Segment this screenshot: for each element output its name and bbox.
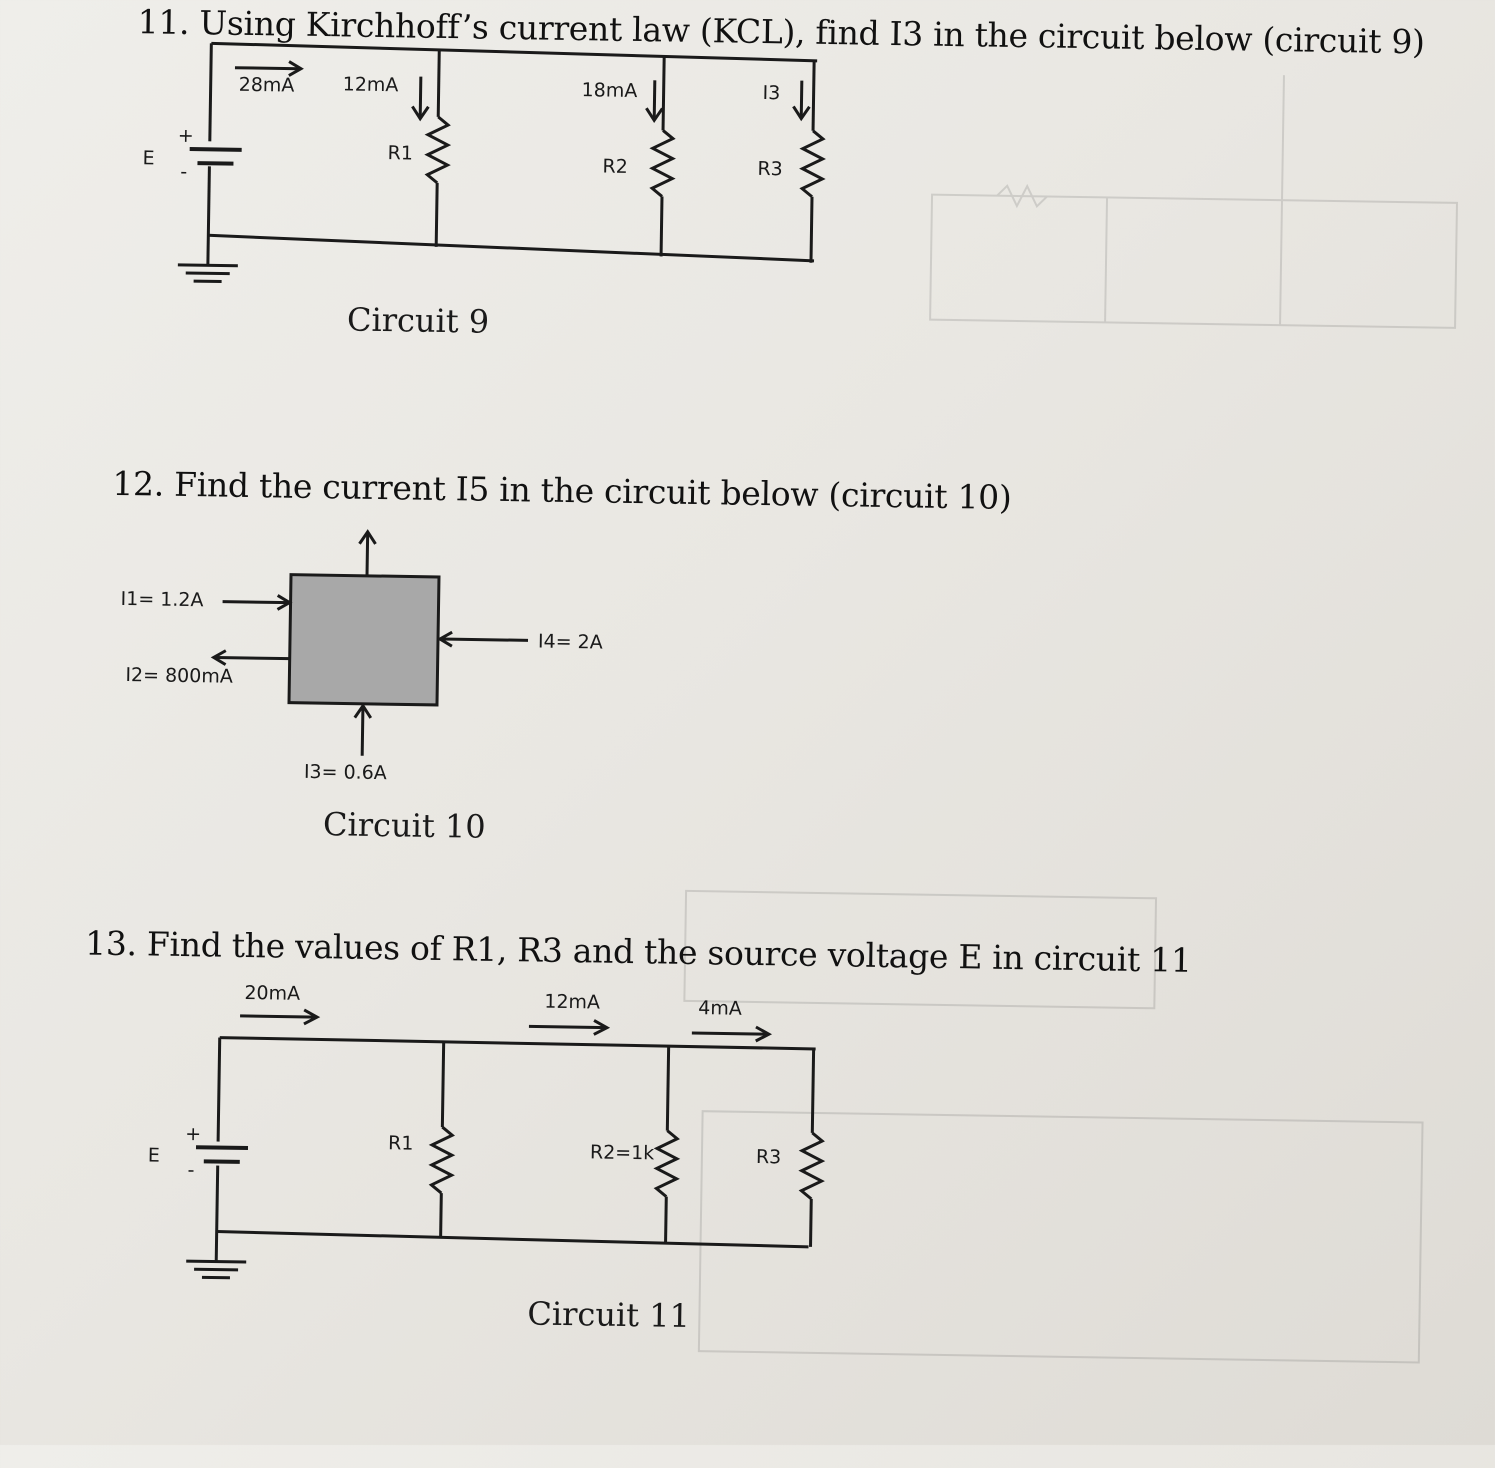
circuit-10-caption: Circuit 10 bbox=[323, 805, 486, 846]
circuit-11-plus-sign: + bbox=[185, 1123, 201, 1145]
circuit-11-total-current: 20mA bbox=[244, 982, 300, 1005]
question-12: 12. Find the current I5 in the circuit below (circuit 10) bbox=[112, 464, 1012, 517]
circuit-9-source-label: E bbox=[142, 147, 154, 169]
circuit-10-i4-label: I4= 2A bbox=[538, 631, 603, 654]
circuit-9-total-current: 28mA bbox=[239, 74, 295, 97]
circuit-11-right-current: 4mA bbox=[698, 997, 742, 1020]
circuit-10-i1-label: I1= 1.2A bbox=[120, 588, 203, 611]
circuit-9-r2-label: R2 bbox=[602, 155, 628, 177]
circuit-11-minus-sign: - bbox=[187, 1159, 194, 1181]
circuit-11-r2-label: R2=1k bbox=[590, 1141, 655, 1164]
circuit-9-r1-label: R1 bbox=[387, 142, 413, 164]
circuit-11-caption: Circuit 11 bbox=[527, 1294, 690, 1335]
circuit-11-mid-current: 12mA bbox=[544, 991, 600, 1014]
circuit-11-source-label: E bbox=[148, 1144, 160, 1166]
circuit-10-i3-label: I3= 0.6A bbox=[304, 761, 387, 784]
circuit-9-r3-label: R3 bbox=[757, 158, 783, 180]
circuit-9-plus-sign: + bbox=[178, 125, 194, 147]
circuit-10-i2-label: I2= 800mA bbox=[125, 664, 233, 688]
circuit-11-r1-label: R1 bbox=[388, 1132, 414, 1154]
circuit-11-r3-label: R3 bbox=[756, 1146, 782, 1168]
question-11: 11. Using Kirchhoff’s current law (KCL), find I3 in the circuit below (circuit 9) bbox=[137, 2, 1425, 61]
circuit-9-i2-label: 18mA bbox=[581, 79, 637, 102]
circuit-9-i3-label: I3 bbox=[762, 82, 780, 104]
circuit-9-i1-label: 12mA bbox=[343, 73, 399, 96]
question-13: 13. Find the values of R1, R3 and the source voltage E in circuit 11 bbox=[85, 923, 1192, 979]
circuit-9-caption: Circuit 9 bbox=[347, 300, 490, 340]
circuit-9-minus-sign: - bbox=[180, 161, 187, 183]
